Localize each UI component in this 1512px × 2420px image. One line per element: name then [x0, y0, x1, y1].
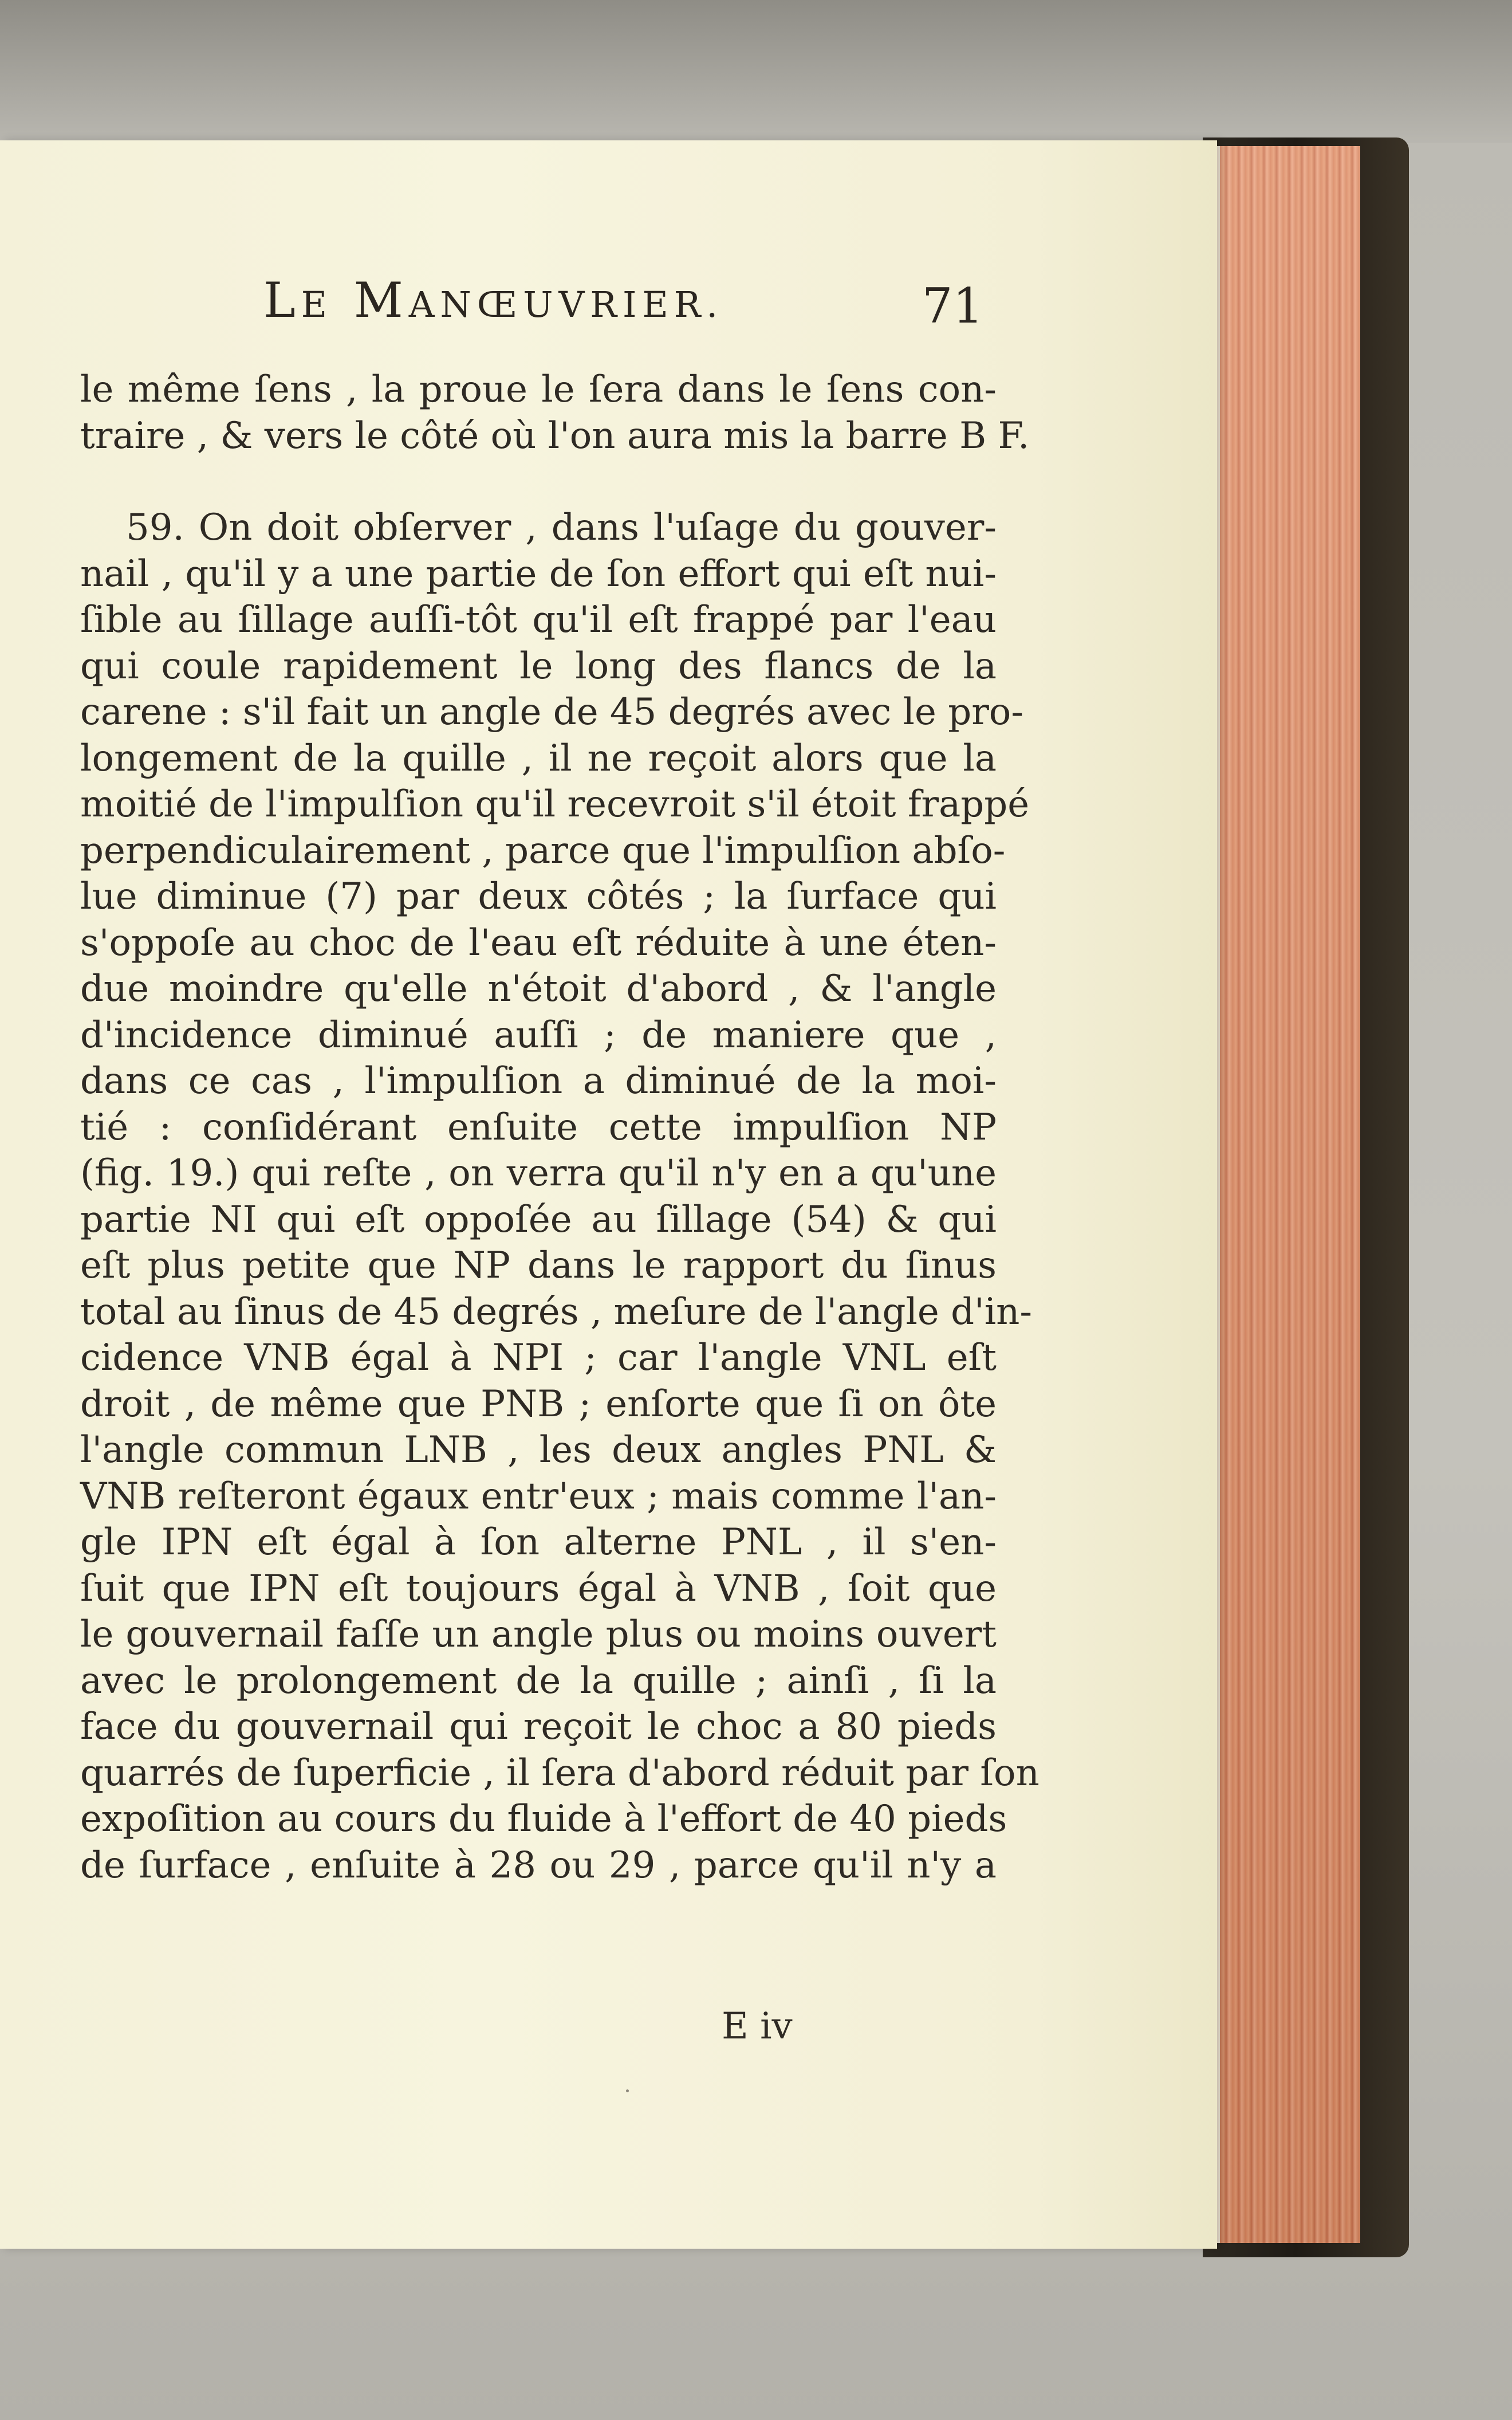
text-line: le même ſens , la proue le ſera dans le ſens con- [80, 368, 997, 411]
text-line: traire , & vers le côté où l'on aura mis la barre B F. [80, 414, 1030, 457]
text-line: tié : conſidérant enſuite cette impulſion NP [80, 1106, 997, 1149]
book-page [0, 140, 1217, 2249]
text-line: qui coule rapidement le long des flancs de la [80, 645, 997, 688]
text-line: longement de la quille , il ne reçoit alors que la [80, 737, 997, 780]
running-head-sc-2: ANŒUVRIER. [408, 284, 724, 325]
text-line: VNB reſteront égaux entr'eux ; mais comme l'an- [80, 1475, 997, 1518]
page-number: 71 [922, 278, 983, 334]
text-line: expoſition au cours du fluide à l'effort de 40 pieds [80, 1798, 1007, 1840]
paper-speck [626, 2089, 629, 2092]
text-line: eſt plus petite que NP dans le rapport du ſinus [80, 1244, 997, 1287]
text-line: cidence VNB égal à NPI ; car l'angle VNL eſt [80, 1337, 997, 1379]
text-line: 59. On doit obſerver , dans l'uſage du gouver- [126, 506, 997, 549]
text-line: avec le prolongement de la quille ; ainſi , ſi la [80, 1659, 997, 1702]
text-line: lue diminue (7) par deux côtés ; la ſurface qui [80, 875, 997, 918]
text-line: droit , de même que PNB ; enſorte que ſi on ôte [80, 1382, 997, 1425]
text-line: quarrés de ſuperficie , il ſera d'abord réduit par ſon [80, 1751, 1040, 1794]
text-line: s'oppoſe au choc de l'eau eſt réduite à une éten- [80, 921, 997, 964]
text-line: d'incidence diminué auſſi ; de maniere que , [80, 1013, 997, 1056]
running-head-sc-1: E [301, 284, 333, 325]
text-line: total au ſinus de 45 degrés , meſure de l'angle d'in- [80, 1290, 1032, 1333]
text-line: face du gouvernail qui reçoit le choc a 80 pieds [80, 1706, 997, 1748]
page-edges [1214, 146, 1360, 2243]
text-line: partie NI qui eſt oppoſée au ſillage (54) & qui [80, 1198, 997, 1241]
text-line: carene : s'il fait un angle de 45 degrés avec le pro- [80, 691, 1023, 733]
text-line: due moindre qu'elle n'étoit d'abord , & l'angle [80, 968, 997, 1010]
text-line: ſuit que IPN eſt toujours égal à VNB , ſoit que [80, 1567, 997, 1610]
paragraph-gap [80, 459, 997, 505]
body-text [80, 367, 1040, 1888]
text-line: perpendiculairement , parce que l'impulſion abſo- [80, 829, 1006, 872]
text-line: le gouvernail faſſe un angle plus ou moins ouvert [80, 1613, 997, 1656]
text-line: gle IPN eſt égal à ſon alterne PNL , il s'en- [80, 1521, 997, 1563]
text-line: nail , qu'il y a une partie de ſon effort qui eſt nui- [80, 552, 997, 595]
text-line: dans ce cas , l'impulſion a diminué de la moi- [80, 1060, 997, 1102]
text-line: de ſurface , enſuite à 28 ou 29 , parce qu'il n'y a [80, 1844, 997, 1887]
signature-mark: E iv [722, 2005, 793, 2048]
running-head-cap-2: M [353, 272, 409, 328]
text-line: (fig. 19.) qui reſte , on verra qu'il n'y en a qu'une [80, 1152, 997, 1195]
running-head [263, 272, 723, 328]
background-shadow [0, 0, 1512, 143]
running-head-cap-1: L [263, 272, 301, 328]
text-line: ſible au ſillage auſſi-tôt qu'il eſt frappé par l'eau [80, 599, 997, 641]
text-line: l'angle commun LNB , les deux angles PNL & [80, 1429, 997, 1471]
text-line: moitié de l'impulſion qu'il recevroit s'il étoit frappé [80, 783, 1030, 826]
